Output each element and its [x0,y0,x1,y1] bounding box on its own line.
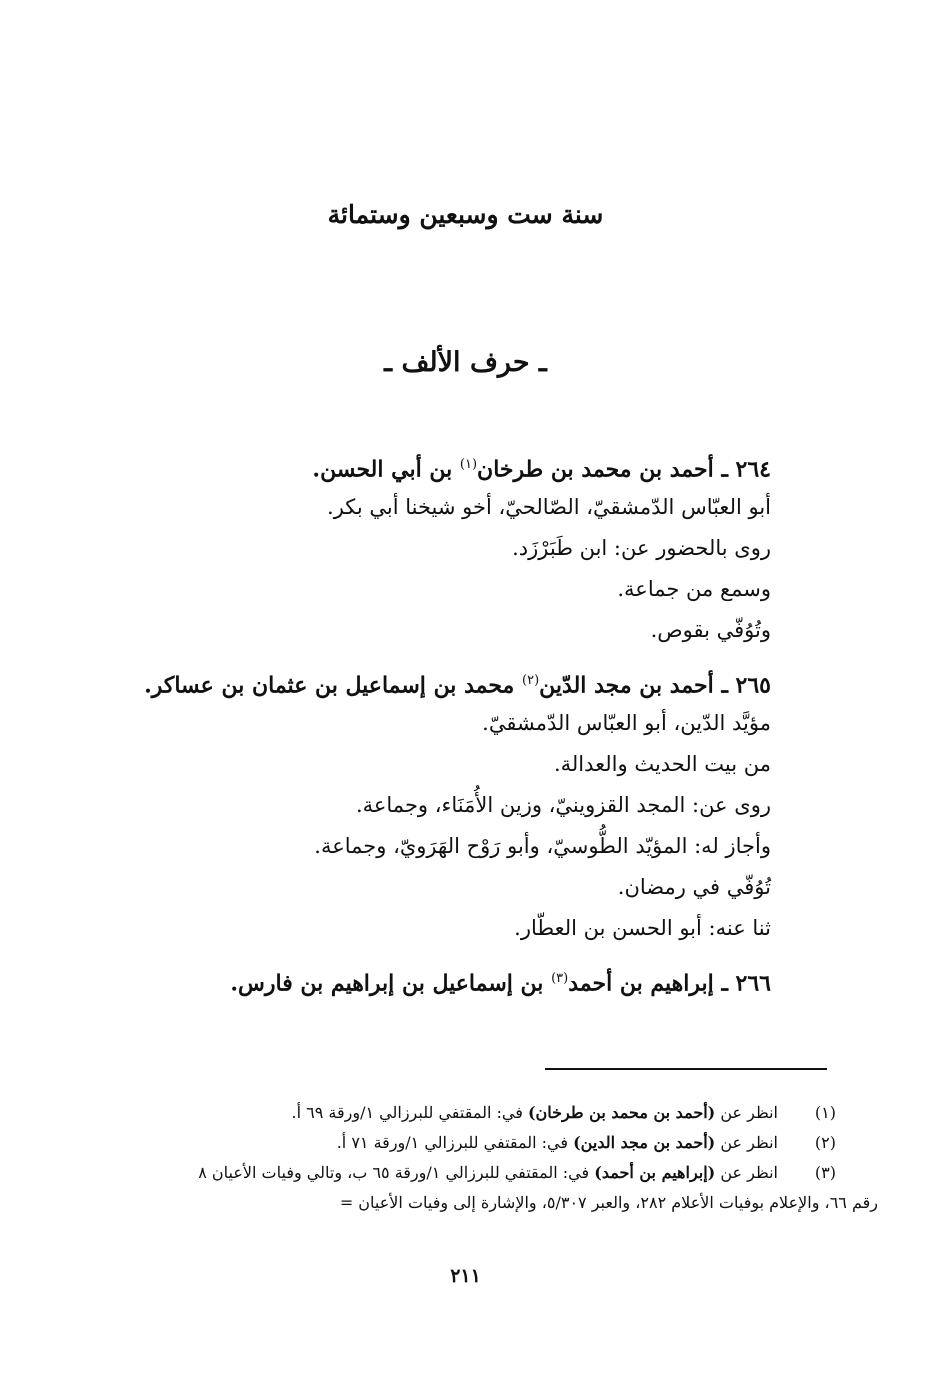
footnote-prefix: انظر عن [720,1163,778,1182]
footnote-source: في: المقتفي للبرزالي ١/ورقة ٦٥ ب، وتالي وفيات الأعيان ٨ [198,1163,590,1182]
entry-number: ٢٦٤ ـ [721,456,771,483]
entry-line: روى بالحضور عن: ابن طَبَرْزَد. [512,536,771,560]
footnote-ref[interactable]: (٣) [551,971,569,986]
entry-line: مؤيَّد الدّين، أبو العبّاس الدّمشقيّ. [482,711,771,735]
entry-266 [91,957,771,1001]
entry-number: ٢٦٦ ـ [721,970,771,997]
entry-265 [91,659,771,949]
entry-name-rest: بن أبي الحسن. [312,456,453,483]
entry-line: ثنا عنه: أبو الحسن بن العطّار. [514,916,771,940]
footnote-3-continuation: رقم ٦٦، والإعلام بوفيات الأعلام ٢٨٢، والعبر ٥/٣٠٧، والإشارة إلى وفيات الأعيان = [339,1193,878,1212]
footnote-subject: (أحمد بن مجد الدين) [573,1133,716,1152]
footnote-subject: (أحمد بن محمد بن طرخان) [527,1103,716,1122]
entry-line: وتُوُفّي بقوص. [650,618,771,642]
footnote-text [96,1128,778,1158]
footnote-divider [545,1068,827,1070]
footnote-ref[interactable]: (٢) [522,673,540,688]
footnote-number: (٣) [814,1163,836,1182]
entry-heading [91,443,771,487]
entry-line: تُوُفّي في رمضان. [617,875,771,899]
entry-line: وسمع من جماعة. [617,577,771,601]
footnote-source: في: المقتفي للبرزالي ١/ورقة ٦٩ أ. [291,1103,523,1122]
footnote-number: (١) [814,1103,836,1122]
entry-name: أحمد بن مجد الدّين [539,672,714,699]
footnote-3 [96,1158,836,1188]
footnote-text [96,1158,778,1188]
entry-heading [91,659,771,703]
footnote-prefix: انظر عن [720,1133,778,1152]
page-number: ٢١١ [450,1265,481,1287]
biography-entries [91,443,771,1001]
entry-line: من بيت الحديث والعدالة. [553,752,771,776]
footnote-ref[interactable]: (١) [459,457,478,472]
footnote-subject: (إبراهيم بن أحمد) [594,1163,716,1182]
entry-name-rest: بن إسماعيل بن إبراهيم بن فارس. [230,970,544,997]
entry-heading [91,957,771,1001]
section-title: ـ حرف الألف ـ [384,347,547,378]
entry-line: روى عن: المجد القزوينيّ، وزين الأُمَنَاء، وجماعة. [355,793,771,817]
footnote-number: (٢) [814,1133,836,1152]
footnote-1 [96,1098,836,1128]
entry-line: وأجاز له: المؤيّد الطُّوسيّ، وأبو رَوْح الهَرَويّ، وجماعة. [314,834,771,858]
entry-264 [91,443,771,651]
entry-name: أحمد بن محمد بن طرخان [477,456,714,483]
year-title: سنة ست وسبعين وستمائة [327,200,604,229]
footnote-2 [96,1128,836,1158]
footnote-text [96,1098,778,1128]
entry-number: ٢٦٥ ـ [721,672,771,699]
entry-line: أبو العبّاس الدّمشقيّ، الصّالحيّ، أخو شيخنا أبي بكر. [327,495,771,519]
footnote-source: في: المقتفي للبرزالي ١/ورقة ٧١ أ. [336,1133,569,1152]
entry-name: إبراهيم بن أحمد [568,970,714,997]
footnote-prefix: انظر عن [720,1103,778,1122]
footnotes [96,1098,878,1218]
entry-name-rest: محمد بن إسماعيل بن عثمان بن عساكر. [144,672,515,699]
